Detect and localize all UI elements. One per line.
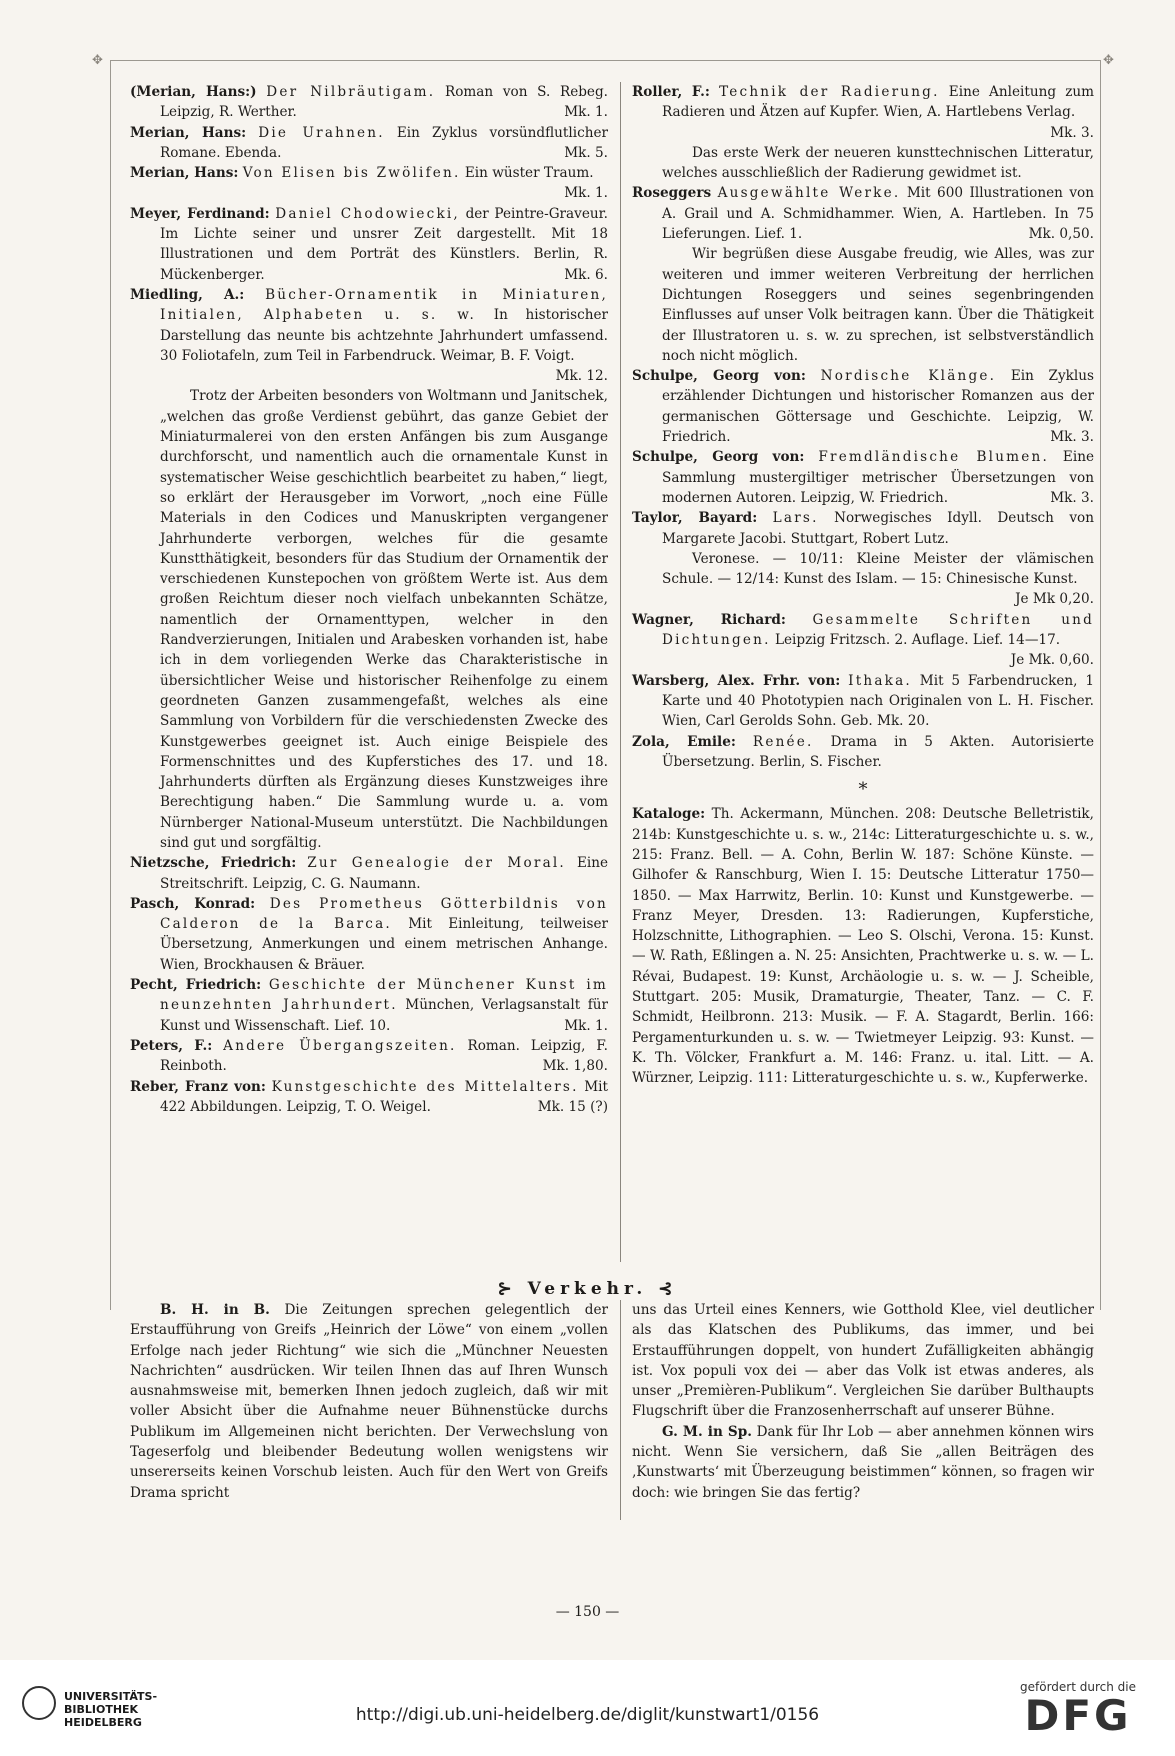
entry-title: Kunstgeschichte des Mittelalters. [271,1078,579,1095]
entry-text: Ein Zyklus erzählender Dichtungen und historischer Romanzen aus der germanischen Göttersage und Geschichte. Leipzig, W. Friedrich. [662,368,1095,446]
bibliography-entry [130,204,608,285]
entry-text: München, Verlagsanstalt für Kunst und Wissenschaft. Lief. 10. [160,997,609,1034]
entry-author: Meyer, Ferdinand: [130,205,270,222]
bibliography-entry [632,366,1094,447]
entry-text: Norwegisches Idyll. Deutsch von Margarete Jacobi. Stuttgart, Robert Lutz. [662,510,1094,547]
left-column [130,82,608,1117]
bibliography-entry [632,671,1094,732]
entry-title: Daniel Chodowiecki, [275,205,460,222]
entry-price: Mk. 0,50. [1028,226,1094,243]
bibliography-entry [632,508,1094,549]
bibliography-entry [632,447,1094,508]
entry-title: Geschichte der Münchener Kunst im neunzehnten Jahrhundert. [160,977,608,1014]
bibliography-entry [632,732,1094,773]
miedling-review: Trotz der Arbeiten besonders von Woltmann und Janitschek, „welchen das große Verdienst gebührt, das ganze Gebiet der Miniaturmalerei von den ersten Anfängen bis zum Ausgange durchforscht, und namentlich auch die ornamentale Kunst in systematischer Weise geschichtlich bearbeitet zu haben,“ liegt, so erklärt der Herausgeber im Vorwort, „noch eine Fülle Materials in den Codices und Manuskripten vergangener Jahrhunderte verborgen, welches für die gesamte Kunstthätigkeit, besonders für das Studium der Ornamentik der verschiedenen Kunstepochen von größtem Werte ist. Aus dem großen Reichtum dieser noch vielfach unbekannten Schätze, namentlich der Ornamenttypen, welcher in den Randverzierungen, Initialen und Arabesken vorhanden ist, habe ich in dem vorliegenden Werke das Charakteristische in übersichtlicher Weise und historischer Reihenfolge zu einem geordneten Ganzen zusammengefaßt, welches als eine Sammlung von Vorbildern für die verschiedensten Zwecke des Kunstgewerbes geeignet ist. Auch einige Beispiele des Formenschnittes und des Kupferstiches des 17. und 18. Jahrhunderts dürften als Ergänzung dieses Kunstzweiges ihre Berechtigung haben.“ Die Sammlung wurde u. a. vom Nürnberger National-Museum unterstützt. Die Nachbildungen sind gut und sorgfältig. [160,388,608,851]
correspondence-text: uns das Urteil eines Kenners, wie Gotthold Klee, viel deutlicher als das Klatschen des Publikums, das immer, und bei Erstaufführungen doppelt, von hundert Zufälligkeiten abhängig ist. Vox populi vox dei — aber das Volk ist etwas anderes, als unser „Premièren-Publikum“. Vergleichen Sie darüber Bulthaupts Flugschrift über die Franzosenherrschaft auf unserer Bühne. [632,1302,1094,1420]
source-url[interactable]: http://digi.ub.uni-heidelberg.de/diglit/kunstwart1/0156 [355,1705,820,1725]
entry-price: Mk. 5. [564,144,608,161]
entry-author: Nietzsche, Friedrich: [130,855,297,872]
bibliography-entry [632,82,1094,143]
verkehr-right-column [632,1300,1094,1503]
bibliography-entry [130,853,608,894]
entry-author: Taylor, Bayard: [632,510,758,527]
entry-text: Mit 600 Illustrationen von A. Grail und A. Schmidhammer. Wien, A. Hartleben. In 75 Lieferungen. Lief. 1. [662,185,1094,243]
entry-title: Technik der Radierung. [719,84,940,100]
entry-text: Wir begrüßen diese Ausgabe freudig, wie Alles, was zur weiteren und immer weiteren Verbreitung der herrlichen Dichtungen Roseggers und seines segenbringenden Einflusses auf unser Volk beitragen kann. Über die Thätigkeit der Illustratoren u. s. w. zu sprechen, ist selbstverständlich noch nicht möglich. [662,246,1094,364]
kataloge-head: Kataloge: [632,806,706,823]
entry-price: Mk. 15 (?) [537,1098,608,1115]
correspondence-text: Dank für Ihr Lob — aber annehmen können wirs nicht. Wenn Sie versichern, daß Sie „allen Beiträgen des ‚Kunstwarts‘ mit Überzeugung beistimmen“ können, so fragen wir doch: wie bringen Sie das fertig? [632,1423,1095,1501]
entry-price: Mk. 1,80. [542,1058,608,1075]
entry-text: Das erste Werk der neueren kunsttechnischen Litteratur, welches ausschließlich der Radierung gewidmet ist. [662,144,1094,182]
bibliography-entry [632,244,1094,366]
bibliography-entry [632,610,1094,671]
entry-text: Mit 5 Farbendrucken, 1 Karte und 40 Phototypien nach Originalen von L. H. Fischer. Wien, Carl Gerolds Sohn. Geb. Mk. 20. [662,672,1094,730]
entry-text: Veronese. — 10/11: Kleine Meister der vlämischen Schule. — 12/14: Kunst des Islam. — 15: Chinesische Kunst. [662,550,1094,588]
bibliography-entry [130,1036,608,1077]
entry-price: Mk. 12. [555,368,608,385]
section-title-verkehr: ⊱ Verkehr. ⊰ [497,1279,678,1299]
column-divider [620,82,621,1262]
entry-title: Renée. [752,733,814,750]
correspondence-entry [130,1300,608,1503]
entry-title: Von Elisen bis Zwölifen. [242,165,461,182]
entry-text: Eine Anleitung zum Radieren und Ätzen auf Kupfer. Wien, A. Hartlebens Verlag. [662,84,1095,121]
entry-price: Mk. 1. [564,104,608,121]
correspondent-initials: B. H. in B. [160,1302,270,1318]
entry-text: Ein Zyklus vorsündflutlicher Romane. Ebenda. [160,124,608,161]
left-flourish-icon: ⊱ [497,1279,528,1299]
entry-text: Mit 422 Abbildungen. Leipzig, T. O. Weigel. [160,1078,608,1115]
bibliography-entry [130,975,608,1036]
kataloge-entry [632,804,1094,1088]
entry-title: Des Prometheus Götterbildnis von Calderon de la Barca. [160,895,608,933]
asterisk-separator: * [858,779,868,801]
entry-author: Roller, F.: [632,84,710,100]
entry-title: Andere Übergangszeiten. [223,1037,457,1054]
correspondent-initials: G. M. in Sp. [662,1423,752,1440]
entry-title: Zur Genealogie der Moral. [307,855,566,872]
entry-author: Roseggers [632,185,712,202]
bibliography-entry [632,549,1094,610]
library-name: UNIVERSITÄTS- BIBLIOTHEK HEIDELBERG [64,1690,158,1729]
right-flourish-icon: ⊰ [647,1279,678,1299]
entry-author: Reber, Franz von: [130,1078,266,1095]
entry-text: Roman. Leipzig, F. Reinboth. [160,1037,608,1075]
entry-author: Merian, Hans: [130,124,247,141]
entry-title: Die Urahnen. [258,124,385,141]
entry-author: Schulpe, Georg von: [632,449,805,466]
dfg-logo [1003,1680,1153,1738]
entry-price: Je Mk 0,20. [1015,591,1094,608]
entry-title: Gesammelte Schriften und Dichtungen. [662,611,1095,649]
funded-by-text: gefördert durch die [1020,1680,1136,1694]
entry-price: Mk. 3. [1050,489,1094,506]
entry-text: Ein wüster Traum. [464,165,594,182]
entry-title: Ausgewählte Werke. [717,185,901,202]
bibliography-entry [130,285,608,386]
entry-text: Roman von S. Rebeg. Leipzig, R. Werther. [160,84,609,121]
bibliography-entry [632,143,1094,184]
entry-text: Leipzig Fritzsch. 2. Auflage. Lief. 14—17. [774,632,1061,649]
verkehr-left-column [130,1300,608,1503]
entry-text: der Peintre-Graveur. Im Lichte seiner und unsrer Zeit dargestellt. Mit 18 Illustrationen und dem Porträt des Künstlers. Berlin, R. Mückenberger. [160,205,608,283]
bibliography-entry [632,183,1094,244]
entry-author: Miedling, A.: [130,286,245,303]
entry-author: Merian, Hans: [130,165,239,182]
correspondence-text: Die Zeitungen sprechen gelegentlich der Erstaufführung von Greifs „Heinrich der Löwe“ von einem „vollen Erfolge nach jeder Richtung“ wie sich die „Münchner Neuesten Nachrichten“ ausdrücken. Wir teilen Ihnen das auf Ihren Wunsch ausnahmsweise mit, bemerken Ihnen jedoch zugleich, daß wir mit voller Absicht über die Aufnahme neuer Bühnenstücke durchs Publikum im Allgemeinen nicht berichten. Der Verwechslung von Tageserfolg und bleibender Bedeutung wollen wenigstens wir unsererseits keinen Vorschub leisten. Auch für den Wert von Greifs Drama spricht [130,1302,608,1501]
entry-author: (Merian, Hans:) [130,84,257,100]
entry-text: Eine Streitschrift. Leipzig, C. G. Naumann. [160,855,609,892]
entry-author: Wagner, Richard: [632,611,786,628]
right-frame-line [1100,60,1101,1310]
right-column [632,82,1094,1089]
left-frame-line [110,60,111,1310]
entry-title: Lars. [772,510,819,527]
entry-title: Ithaka. [848,672,912,689]
entry-price: Mk. 3. [1050,429,1094,446]
entry-title: Nordische Klänge. [820,368,997,385]
top-frame-line [110,60,1100,61]
entry-title: Der Nilbräutigam. [266,84,436,100]
entry-text: In historischer Darstellung das neunte bis achtzehnte Jahrhundert umfassend. 30 Foliotafeln, zum Teil in Farbendruck. Weimar, B. F. Voigt. [160,307,609,364]
entry-text: Drama in 5 Akten. Autorisierte Übersetzung. Berlin, S. Fischer. [662,733,1095,770]
dfg-text: DFG [1024,1691,1132,1740]
corner-ornament-tl: ✥ [92,53,103,68]
bibliography-entry [130,1077,608,1118]
entry-author: Pecht, Friedrich: [130,977,262,994]
entry-author: Zola, Emile: [632,733,736,750]
correspondence-entry [632,1300,1094,1422]
bibliography-entry [130,163,608,204]
entry-price: Mk. 6. [564,266,608,283]
bibliography-entry [130,894,608,975]
entry-text: Mit Einleitung, teilweiser Übersetzung, Anmerkungen und einem metrischen Anhange. Wien, Brockhausen & Bräuer. [160,916,608,973]
bibliography-entry [130,123,608,164]
entry-price: Mk. 1. [564,1017,608,1034]
entry-author: Schulpe, Georg von: [632,368,806,385]
entry-title: Fremdländische Blumen. [818,449,1049,466]
page-number: — 150 — [555,1604,620,1620]
entry-author: Pasch, Konrad: [130,895,256,912]
entry-text: Eine Sammlung mustergiltiger metrischer Übersetzungen von modernen Autoren. Leipzig, W. Friedrich. [662,449,1094,506]
verkehr-divider [620,1300,621,1520]
corner-ornament-tr: ✥ [1103,53,1114,68]
entry-title: Bücher-Ornamentik in Miniaturen, Initialen, Alphabeten u. s. w. [160,286,608,324]
entry-price: Mk. 3. [1050,124,1094,141]
correspondence-entry [632,1422,1094,1503]
entry-price: Mk. 1. [564,185,608,202]
kataloge-text: Th. Ackermann, München. 208: Deutsche Belletristik, 214b: Kunstgeschichte u. s. w., 214c: Litteraturgeschichte u. s. w., 215: Franz. Bell. — A. Cohn, Berlin W. 187: Schöne Künste. — Gilhofer & Ranschburg, Wien I. 15: Deutsche Litteratur 1750—1850. — Max Harrwitz, Berlin. 10: Kunst und Kunstgewerbe. — Franz Meyer, Dresden. 13: Radierungen, Kupferstiche, Holzschnitte, Lithographien. — Leo S. Olschi, Verona. 15: Kunst. — W. Rath, Eßlingen a. N. 25: Ansichten, Prachtwerke u. s. w. — L. Révai, Budapest. 19: Kunst, Archäologie u. s. w. — J. Scheible, Stuttgart. 205: Musik, Dramaturgie, Theater, Tanz. — C. F. Schmidt, Heilbronn. 213: Musik. — F. A. Stagardt, Berlin. 166: Pergamenturkunden u. s. w. — Twietmeyer Leipzig. 93: Kunst. — K. Th. Völcker, Frankfurt a. M. 146: Franz. u. ital. Litt. — A. Würzner, Leipzig. 111: Litteraturgeschichte u. s. w., Kupferwerke. [632,806,1094,1087]
entry-author: Peters, F.: [130,1037,213,1054]
entry-author: Warsberg, Alex. Frhr. von: [632,672,841,689]
bibliography-entry [130,82,608,123]
entry-price: Je Mk. 0,60. [1010,652,1094,669]
